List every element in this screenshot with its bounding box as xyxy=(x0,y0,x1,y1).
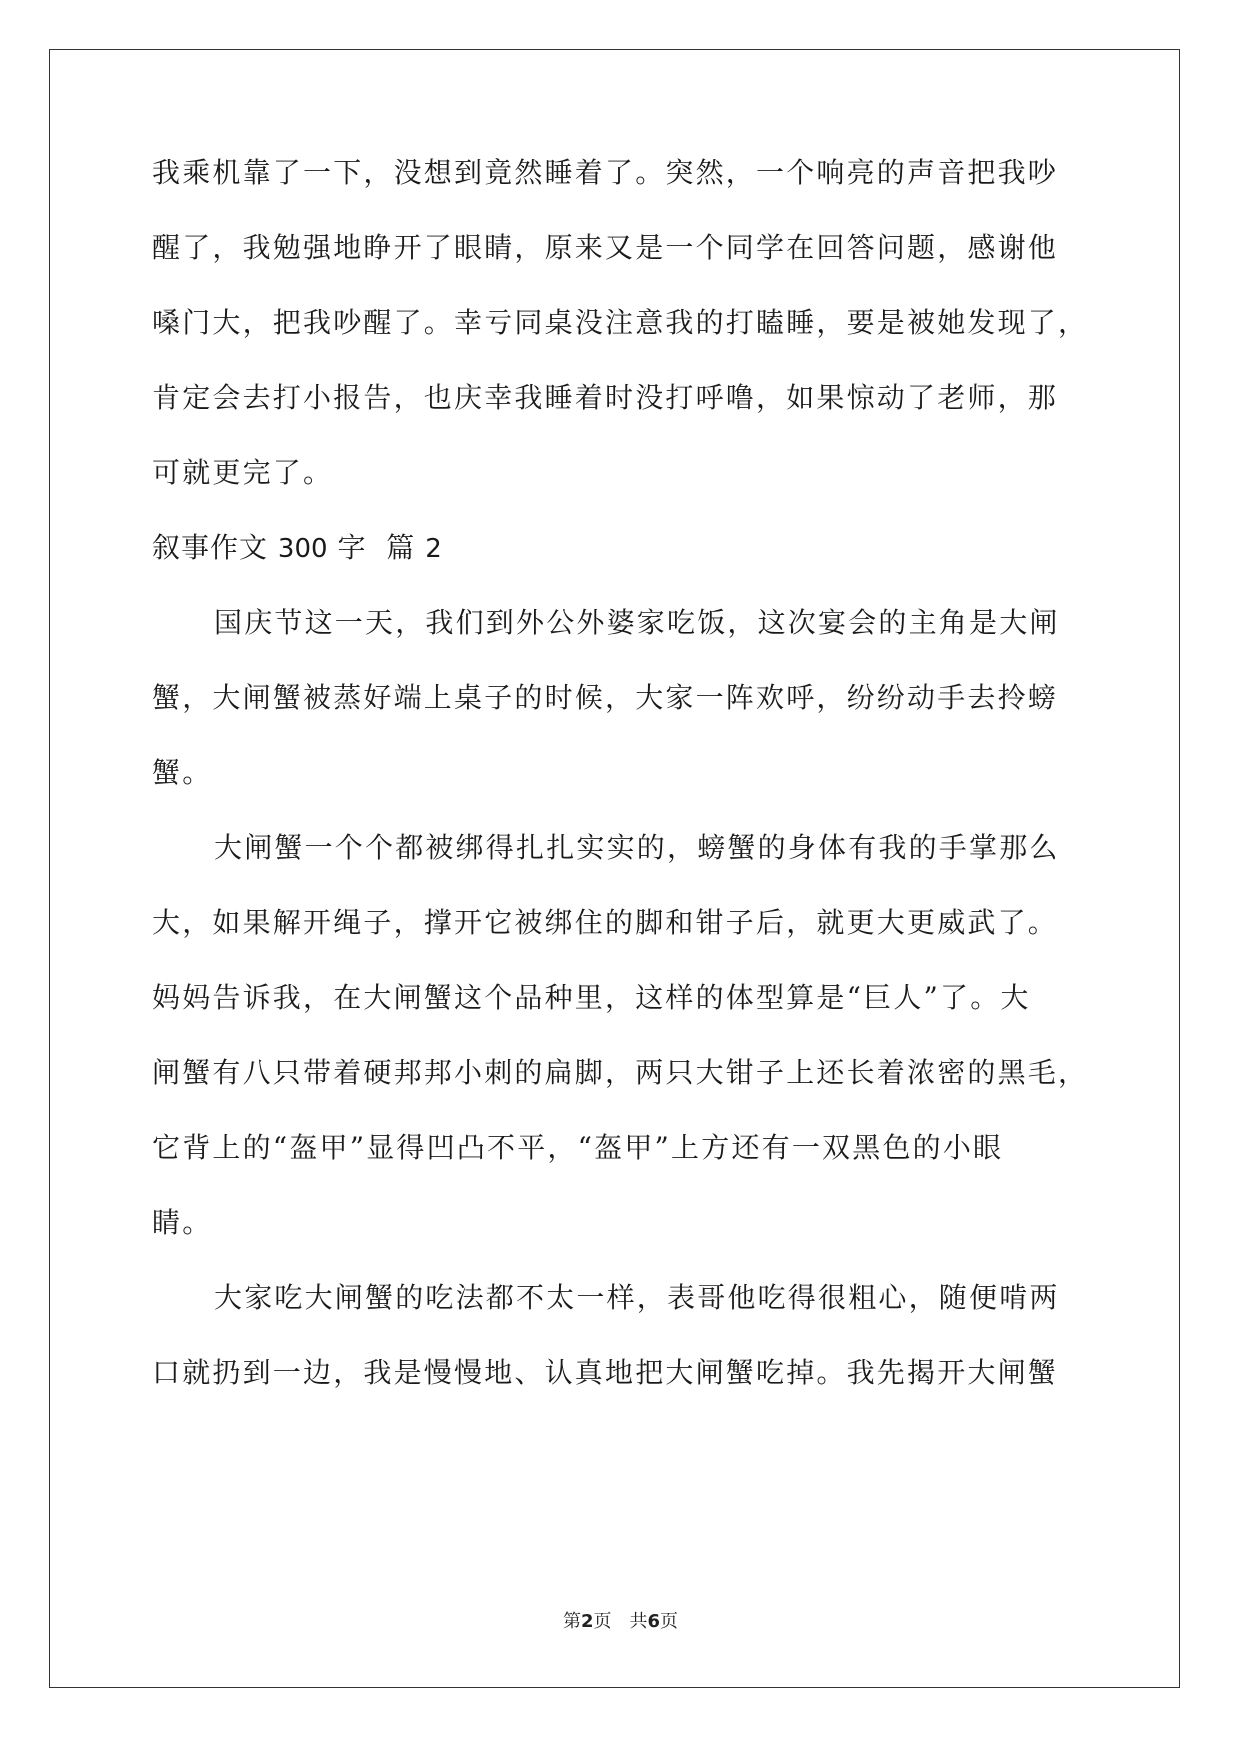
page-footer xyxy=(0,1610,1241,1634)
text-line: 我乘机靠了一下，没想到竟然睡着了。突然，一个响亮的声音把我吵 xyxy=(152,156,1059,189)
heading-unit: 字 xyxy=(337,531,367,564)
text-line: 口就扔到一边，我是慢慢地、认真地把大闸蟹吃掉。我先揭开大闸蟹 xyxy=(152,1356,1059,1389)
heading-prefix: 叙事作文 xyxy=(152,531,269,564)
text-line: 可就更完了。 xyxy=(152,456,334,489)
text-line: 睛。 xyxy=(152,1206,213,1239)
text-line: 蟹，大闸蟹被蒸好端上桌子的时候，大家一阵欢呼，纷纷动手去拎螃 xyxy=(152,681,1059,714)
text-line: 蟹。 xyxy=(152,756,213,789)
text-line: 大，如果解开绳子，撑开它被绑住的脚和钳子后，就更大更威武了。 xyxy=(152,906,1059,939)
text-line: 妈妈告诉我，在大闸蟹这个品种里，这样的体型算是“巨人”了。大 xyxy=(152,981,1031,1014)
total-prefix: 共 xyxy=(629,1611,648,1632)
page-number: 2 xyxy=(580,1611,594,1632)
text-line: 嗓门大，把我吵醒了。幸亏同桌没注意我的打瞌睡，要是被她发现了， xyxy=(152,306,1089,339)
heading-count: 300 xyxy=(277,534,328,564)
heading-section-num: 2 xyxy=(425,534,442,564)
text-line: 肯定会去打小报告，也庆幸我睡着时没打呼噜，如果惊动了老师，那 xyxy=(152,381,1059,414)
section-heading xyxy=(152,528,442,569)
page-prefix: 第 xyxy=(562,1611,581,1632)
page-border xyxy=(49,49,1180,1688)
text-line: 醒了，我勉强地睁开了眼睛，原来又是一个同学在回答问题，感谢他 xyxy=(152,231,1059,264)
text-line: 大家吃大闸蟹的吃法都不太一样，表哥他吃得很粗心，随便啃两 xyxy=(214,1281,1060,1314)
heading-section: 篇 xyxy=(386,531,416,564)
text-line: 国庆节这一天，我们到外公外婆家吃饭，这次宴会的主角是大闸 xyxy=(214,606,1060,639)
text-line: 它背上的“盔甲”显得凹凸不平，“盔甲”上方还有一双黑色的小眼 xyxy=(152,1131,1004,1164)
page-suffix: 页 xyxy=(593,1611,612,1632)
text-line: 闸蟹有八只带着硬邦邦小刺的扁脚，两只大钳子上还长着浓密的黑毛， xyxy=(152,1056,1089,1089)
text-line: 大闸蟹一个个都被绑得扎扎实实的，螃蟹的身体有我的手掌那么 xyxy=(214,831,1060,864)
total-suffix: 页 xyxy=(660,1611,679,1632)
total-pages: 6 xyxy=(647,1611,661,1632)
